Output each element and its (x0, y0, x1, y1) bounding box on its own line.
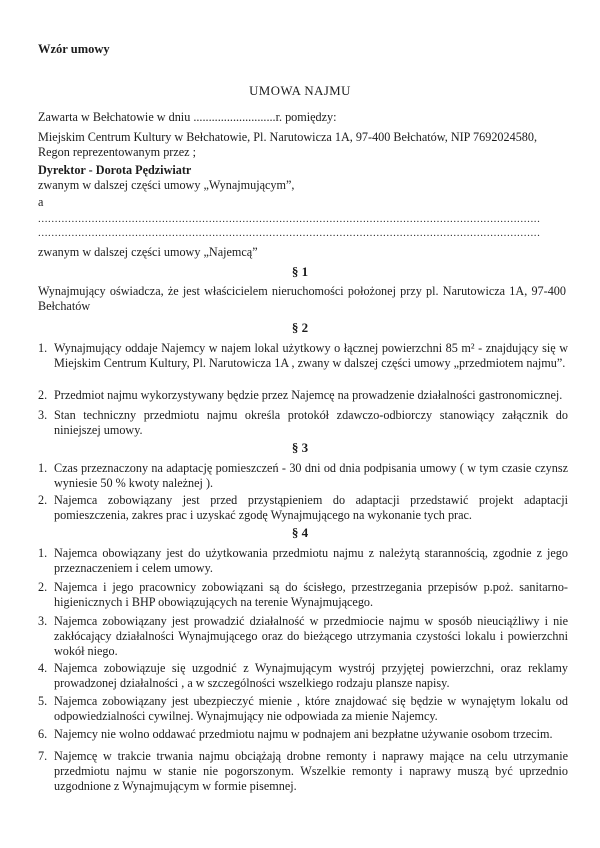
template-label: Wzór umowy (38, 42, 110, 56)
represented-line: Regon reprezentowanym przez ; (38, 145, 197, 159)
and-conjunction: a (38, 195, 44, 209)
item-number: 6. (38, 727, 48, 741)
tenant-called-line: zwanym w dalszej części umowy „Najemcą” (38, 245, 258, 259)
item-text: Najemcy nie wolno oddawać przedmiotu najmu w podnajem ani bezpłatne używanie osobom trzecim. (54, 727, 553, 741)
item-number: 1. (38, 341, 48, 355)
item-text: Najemca zobowiązuje się uzgodnić z Wynajmującym wystrój przyjętej powierzchni, oraz reklamy prowadzonej działalności , a w szczególności wszelkiego rodzaju plansze napisy. (54, 661, 568, 690)
item-text: Przedmiot najmu wykorzystywany będzie przez Najemcę na prowadzenie działalności gastronomicznej. (54, 388, 563, 402)
item-text: Czas przeznaczony na adaptację pomieszczeń - 30 dni od dnia podpisania umowy ( w tym czasie czynsz wyniesie 50 % kwoty należnej ). (54, 461, 568, 490)
item-text: Najemca zobowiązany jest prowadzić działalność w przedmiocie najmu w sposób nieuciążliwy i nie zakłócający działalności Wynajmującego oraz do bieżącego utrzymania czystości lokalu i powierzchni wokół niego. (54, 614, 568, 658)
tenant-dots-line-2: ...................................................................................................................................................... (38, 227, 541, 239)
item-number: 1. (38, 461, 48, 475)
document-title: UMOWA NAJMU (249, 84, 351, 98)
item-text: Najemca zobowiązany jest przed przystąpieniem do adaptacji przedstawić projekt adaptacji pomieszczenia, zakres prac i uzyskać zgodę Wynajmującego na wykonanie tych prac. (54, 493, 568, 522)
item-number: 2. (38, 388, 48, 402)
item-number: 2. (38, 580, 48, 594)
item-text: Najemcę w trakcie trwania najmu obciążają drobne remonty i naprawy mające na celu utrzymanie przedmiotu najmu w stanie nie pogorszonym. Wszelkie remonty i naprawy muszą być uprzednio uzgodnione z Wynajmującym w formie pisemnej. (54, 749, 568, 793)
section-1-heading: § 1 (291, 264, 309, 279)
section-1-text: Wynajmujący oświadcza, że jest właścicielem nieruchomości położonej przy pl. Narutowicza 1A, 97-400 Bełchatów (38, 284, 566, 313)
section-3-heading: § 3 (291, 440, 309, 455)
item-text: Stan techniczny przedmiotu najmu określa protokół zdawczo-odbiorczy stanowiący załącznik do niniejszej umowy. (54, 408, 568, 437)
item-text: Najemca obowiązany jest do użytkowania przedmiotu najmu z należytą starannością, zgodnie z jego przeznaczeniem i celem umowy. (54, 546, 568, 575)
concluded-line: Zawarta w Bełchatowie w dniu ...........................r. pomiędzy: (38, 110, 337, 124)
item-number: 1. (38, 546, 48, 560)
section-4-heading: § 4 (291, 525, 309, 540)
director-line: Dyrektor - Dorota Pędziwiatr (38, 163, 192, 177)
tenant-dots-line-1: ...................................................................................................................................................... (38, 213, 541, 225)
item-text: Najemca i jego pracownicy zobowiązani są do ścisłego, przestrzegania przepisów p.poż. sanitarno-higienicznych i BHP obowiązujących na terenie Wynajmującego. (54, 580, 568, 609)
section-2-heading: § 2 (291, 320, 309, 335)
item-text: Wynajmujący oddaje Najemcy w najem lokal użytkowy o łącznej powierzchni 85 m² - znajdujący się w Miejskim Centrum Kultury, Pl. Narutowicza 1A , zwany w dalszej części umowy „przedmiotem najmu”. (54, 341, 568, 370)
landlord-called-line: zwanym w dalszej części umowy „Wynajmującym”, (38, 178, 295, 192)
item-number: 4. (38, 661, 48, 675)
item-number: 5. (38, 694, 48, 708)
party1-line: Miejskim Centrum Kultury w Bełchatowie, Pl. Narutowicza 1A, 97-400 Bełchatów, NIP 7692024580, (38, 130, 538, 144)
item-number: 2. (38, 493, 48, 507)
item-text: Najemca zobowiązany jest ubezpieczyć mienie , które znajdować się będzie w wynajętym lokalu od odpowiedzialności cywilnej. Wynajmujący nie odpowiada za mienie Najemcy. (54, 694, 568, 723)
item-number: 7. (38, 749, 48, 763)
item-number: 3. (38, 408, 48, 422)
item-number: 3. (38, 614, 48, 628)
